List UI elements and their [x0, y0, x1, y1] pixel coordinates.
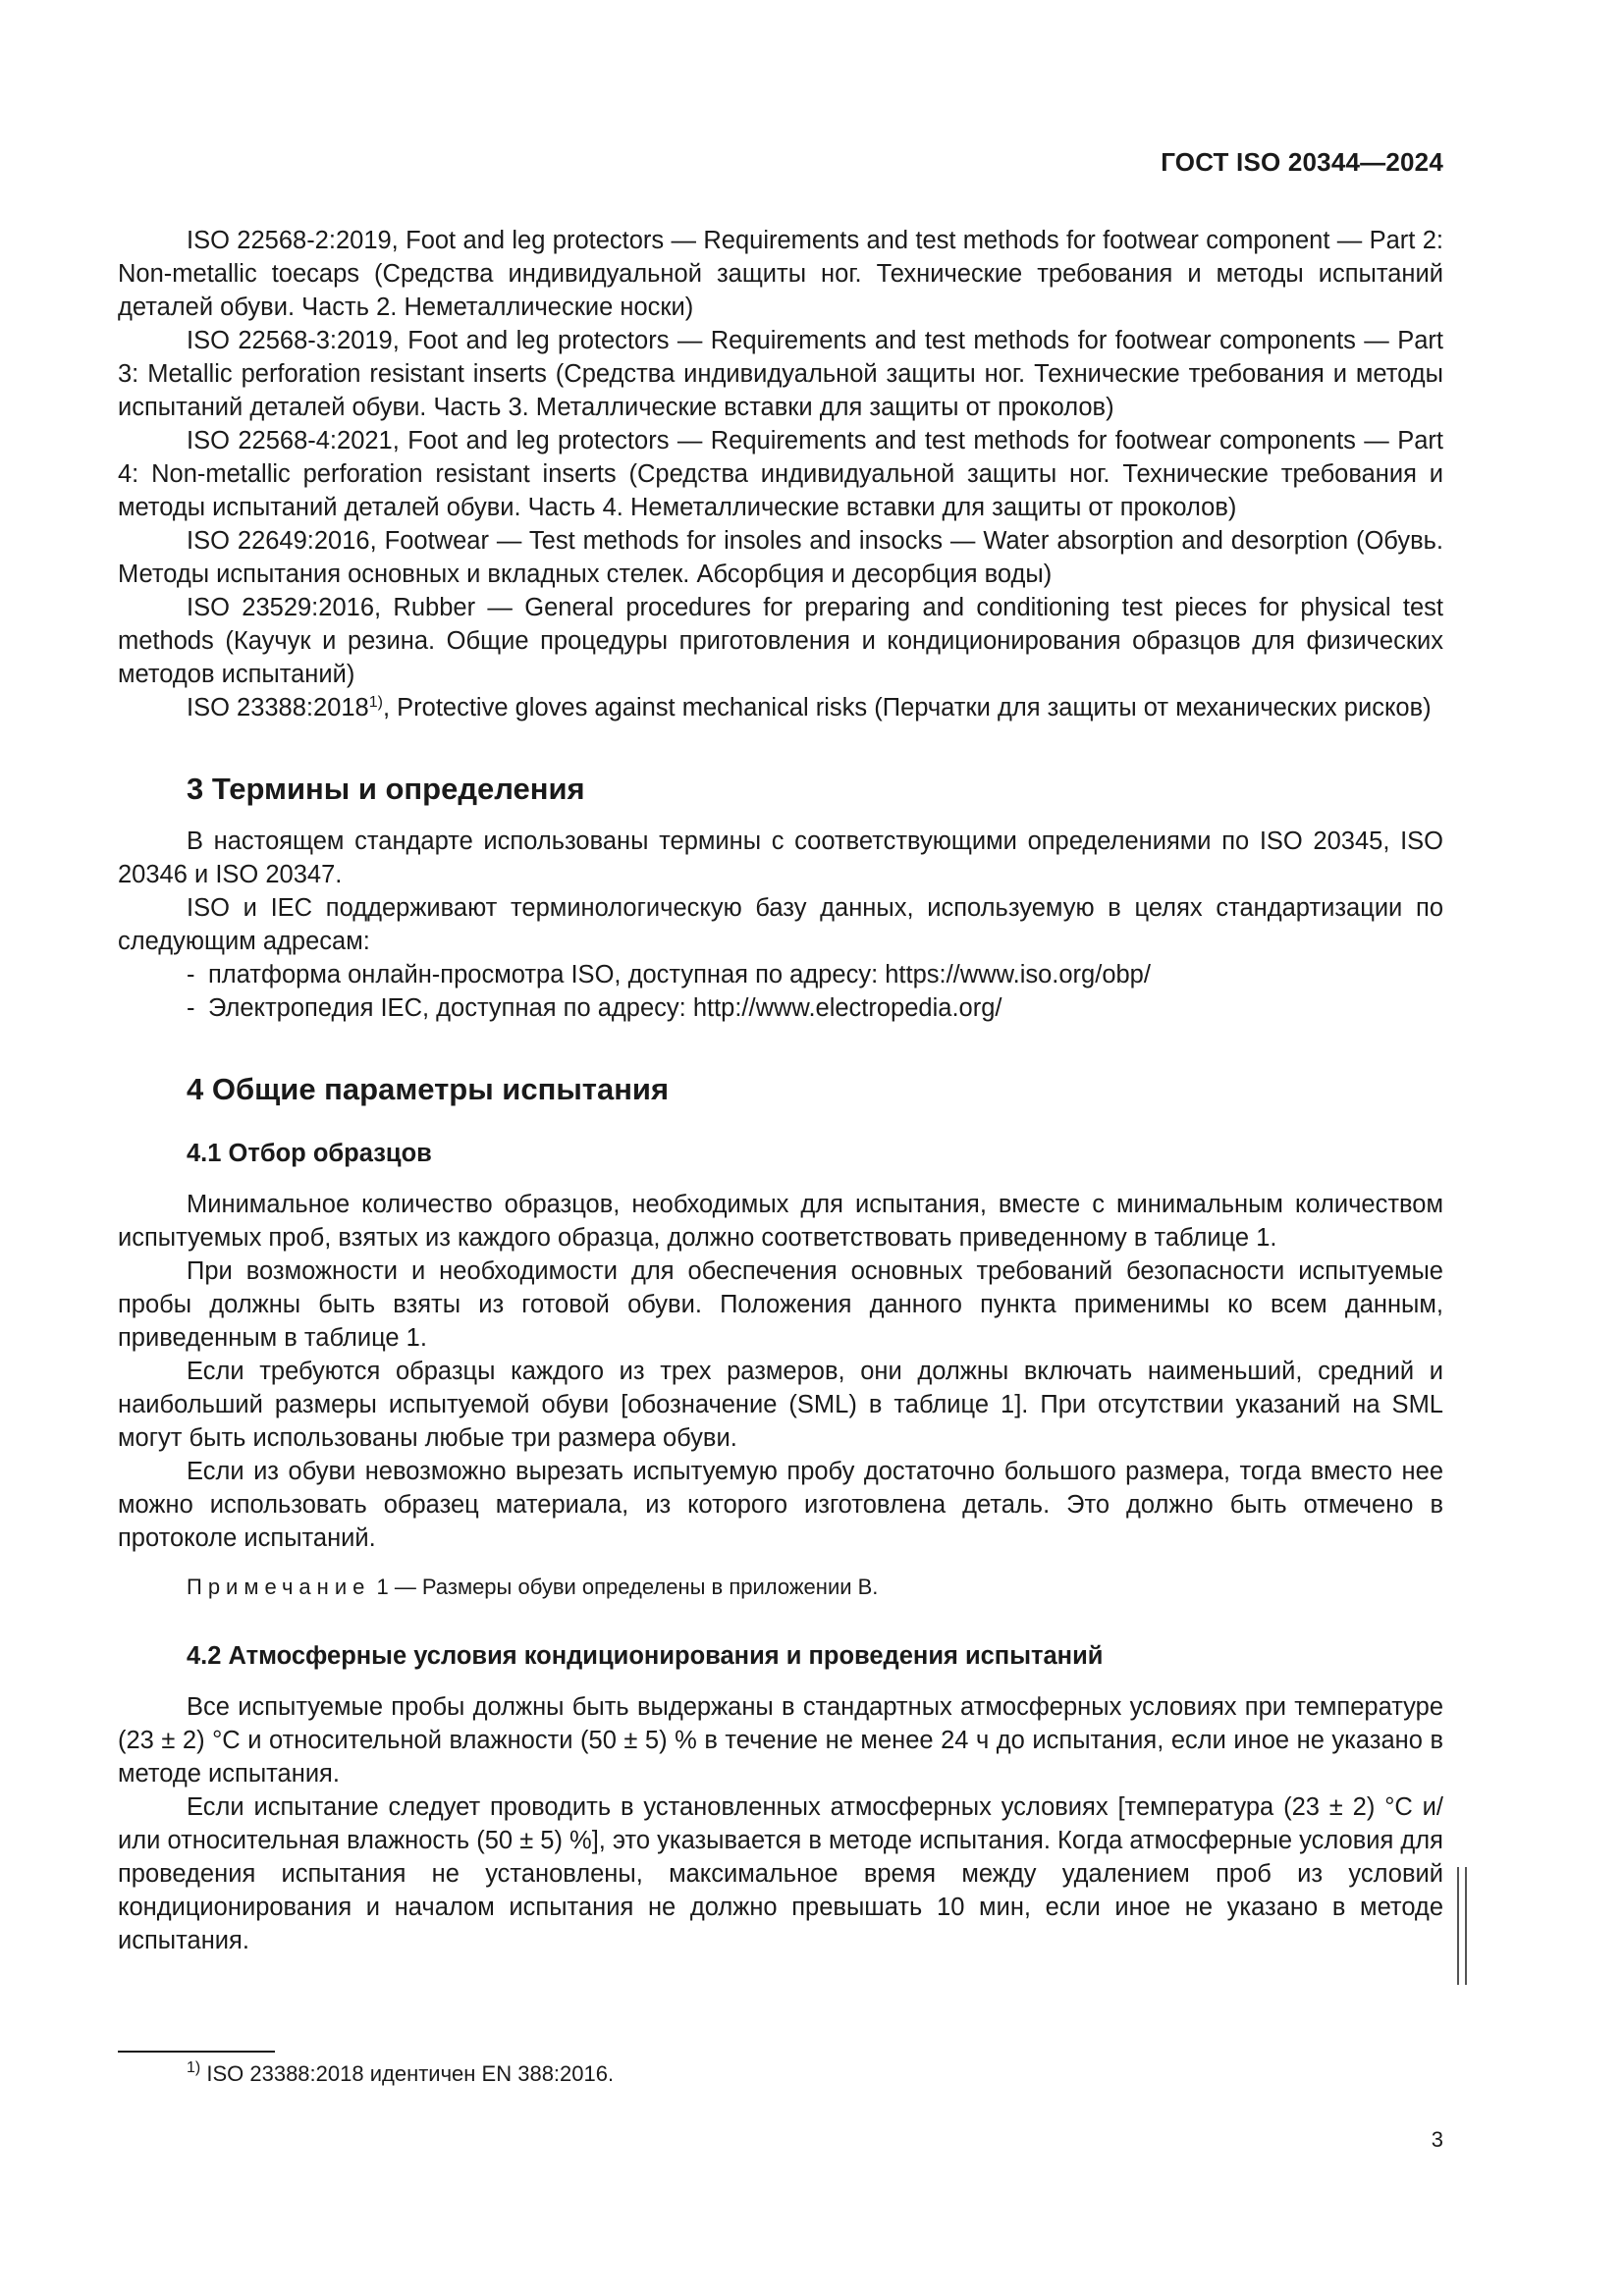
- note-text: 1 — Размеры обуви определены в приложении В.: [376, 1575, 879, 1599]
- footnote: [187, 2059, 614, 2089]
- reference-item: ISO 22649:2016, Footwear — Test methods for insoles and insocks — Water absorption and desorption (Обувь. Методы испытания основных и вкладных стелек. Абсорбция и десорбция воды): [118, 527, 1443, 588]
- subsection-4-1-paragraph: При возможности и необходимости для обеспечения основных требований безопасности испытуемые пробы должны быть взяты из готовой обуви. Положения данного пункта применимы ко всем данным, приведенным в таблице 1.: [118, 1257, 1443, 1352]
- section-3-paragraph: В настоящем стандарте использованы термины с соответствующими определениями по ISO 20345, ISO 20346 и ISO 20347.: [118, 828, 1443, 888]
- footnote-divider: [118, 2051, 275, 2053]
- subsection-4-2-paragraph: Все испытуемые пробы должны быть выдержаны в стандартных атмосферных условиях при температуре (23 ± 2) °С и относительной влажности (50 ± 5) % в течение не менее 24 ч до испытания, если иное не указано в методе испытания.: [118, 1693, 1443, 1788]
- address-list: [118, 958, 1443, 1025]
- section-3-heading: 3 Термины и определения: [187, 772, 585, 806]
- revision-change-bar: [1457, 1867, 1467, 1985]
- reference-item: ISO 22568-3:2019, Foot and leg protectors — Requirements and test methods for footwear components — Part 3: Metallic perforation resistant inserts (Средства индивидуальной защиты ног. Технические требования и методы испытаний деталей обуви. Часть 3. Металлические вставки для защиты от проколов): [118, 327, 1443, 421]
- bullet-dash: -: [187, 994, 195, 1022]
- bullet-dash: -: [187, 961, 195, 988]
- reference-code: ISO 23388:2018: [187, 694, 369, 721]
- subsection-4-2-heading: 4.2 Атмосферные условия кондиционирования и проведения испытаний: [187, 1642, 1104, 1670]
- reference-item: ISO 23529:2016, Rubber — General procedures for preparing and conditioning test pieces for physical test methods (Каучук и резина. Общие процедуры приготовления и кондиционирования образцов для физических методов испытаний): [118, 594, 1443, 688]
- note-label: Примечание: [187, 1575, 371, 1599]
- document-header: ГОСТ ISO 20344—2024: [1161, 147, 1443, 177]
- section-4-heading: 4 Общие параметры испытания: [187, 1072, 670, 1106]
- footnote-mark: 1): [187, 2059, 201, 2076]
- section-3-paragraph: ISO и IEC поддерживают терминологическую базу данных, используемую в целях стандартизации по следующим адресам:: [118, 894, 1443, 955]
- reference-item: ISO 22568-2:2019, Foot and leg protectors — Requirements and test methods for footwear component — Part 2: Non-metallic toecaps (Средства индивидуальной защиты ног. Технические требования и методы испытаний деталей обуви. Часть 2. Неметаллические носки): [118, 227, 1443, 321]
- subsection-4-1-paragraph: Минимальное количество образцов, необходимых для испытания, вместе с минимальным количеством испытуемых проб, взятых из каждого образца, должно соответствовать приведенному в таблице 1.: [118, 1191, 1443, 1252]
- list-item-text: Электропедия IEC, доступная по адресу: http://www.electropedia.org/: [208, 994, 1002, 1022]
- subsection-4-1-paragraph: Если из обуви невозможно вырезать испытуемую пробу достаточно большого размера, тогда вместо нее можно использовать образец материала, из которого изготовлена деталь. Это должно быть отмечено в протоколе испытаний.: [118, 1458, 1443, 1552]
- list-item-text: платформа онлайн-просмотра ISO, доступная по адресу: https://www.iso.org/obp/: [208, 961, 1151, 988]
- document-body: [118, 224, 1443, 1957]
- page-number: 3: [1431, 2127, 1443, 2152]
- footnote-mark: 1): [368, 694, 383, 711]
- subsection-4-2-paragraph: Если испытание следует проводить в установленных атмосферных условиях [температура (23 ± 2) °С и/или относительная влажность (50 ± 5) %], это указывается в методе испытания. Когда атмосферные условия для проведения испытания не установлены, максимальное время между удалением проб из условий кондиционирования и началом испытания не должно превышать 10 мин, если иное не указано в методе испытания.: [118, 1793, 1443, 1954]
- note: [118, 1573, 1443, 1602]
- list-item: [118, 958, 1443, 991]
- list-item: [118, 991, 1443, 1025]
- subsection-4-1-paragraph: Если требуются образцы каждого из трех размеров, они должны включать наименьший, средний и наибольший размеры испытуемой обуви [обозначение (SML) в таблице 1]. При отсутствии указаний на SML могут быть использованы любые три размера обуви.: [118, 1358, 1443, 1452]
- subsection-4-1-heading: 4.1 Отбор образцов: [187, 1140, 432, 1167]
- footnote-text: ISO 23388:2018 идентичен EN 388:2016.: [206, 2061, 615, 2086]
- reference-item-with-footnote: [118, 691, 1443, 724]
- reference-item: ISO 22568-4:2021, Foot and leg protectors — Requirements and test methods for footwear components — Part 4: Non-metallic perforation resistant inserts (Средства индивидуальной защиты ног. Технические требования и методы испытаний деталей обуви. Часть 4. Неметаллические вставки для защиты от проколов): [118, 427, 1443, 521]
- reference-text: , Protective gloves against mechanical risks (Перчатки для защиты от механических рисков): [382, 694, 1432, 721]
